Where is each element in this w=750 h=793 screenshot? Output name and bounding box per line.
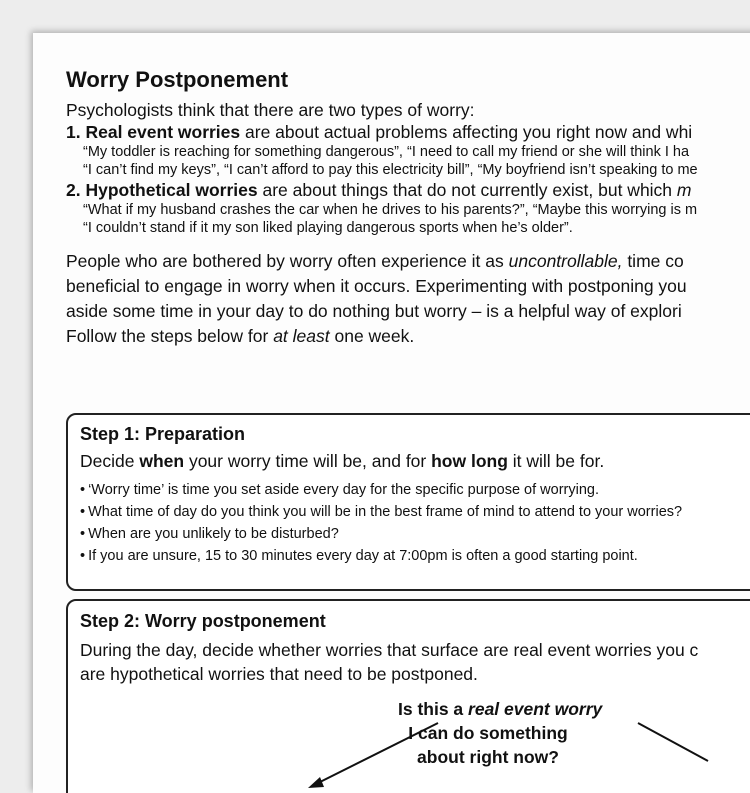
list-item: • ‘Worry time’ is time you set aside every day for the specific purpose of worrying. <box>80 479 750 501</box>
worry-type-2-desc-italic: m <box>676 180 692 200</box>
step-2-box <box>66 599 750 793</box>
question-line-1: Is this a real event worry <box>398 699 603 719</box>
worry-type-2-number: 2. <box>66 180 81 200</box>
step-1-heading: Step 1: Preparation <box>80 424 246 444</box>
worry-type-2 <box>66 179 750 201</box>
question-line-3: about right now? <box>417 747 559 767</box>
worry-type-2-example-1: “What if my husband crashes the car when he drives to his parents?”, “Maybe this worrying is m <box>83 202 698 218</box>
worry-type-2-example-2: “I couldn’t stand if it my son liked playing dangerous sports when he’s older”. <box>83 220 573 236</box>
paragraph-line-3: aside some time in your day to do nothing but worry – is a helpful way of explori <box>66 301 682 321</box>
worksheet-page <box>33 33 750 793</box>
question-line-2: I can do something <box>408 723 568 743</box>
worry-type-1 <box>66 121 750 143</box>
worry-type-1-example-1: “My toddler is reaching for something dangerous”, “I need to call my friend or she will think I ha <box>83 144 690 160</box>
list-item: • What time of day do you think you will be in the best frame of mind to attend to your worries? <box>80 501 750 523</box>
worry-type-2-term: Hypothetical worries <box>85 180 258 200</box>
paragraph-line-1: People who are bothered by worry often experience it as uncontrollable, time co <box>66 251 684 271</box>
worry-type-1-number: 1. <box>66 122 81 142</box>
list-item: • If you are unsure, 15 to 30 minutes every day at 7:00pm is often a good starting point. <box>80 545 750 567</box>
step-2-heading: Step 2: Worry postponement <box>80 611 326 631</box>
worry-type-2-desc: are about things that do not currently exist, but which <box>262 180 677 200</box>
step-2-lead-line-1: During the day, decide whether worries that surface are real event worries you c <box>80 640 699 660</box>
step-1-lead: Decide when your worry time will be, and for how long it will be for. <box>80 451 605 471</box>
explanation-paragraph <box>66 249 750 349</box>
arrow-left-head <box>308 777 324 788</box>
worry-type-1-example-2: “I can’t find my keys”, “I can’t afford to pay this electricity bill”, “My boyfriend isn’t speaking to me <box>83 162 698 178</box>
arrow-right-line <box>638 723 708 761</box>
arrow-left-line <box>316 723 438 784</box>
step-2-lead-line-2: are hypothetical worries that need to be postponed. <box>80 664 478 684</box>
worry-type-1-term: Real event worries <box>85 122 241 142</box>
flowchart-arrows <box>68 601 750 793</box>
worry-type-1-desc: are about actual problems affecting you right now and whi <box>245 122 693 142</box>
worksheet-content <box>66 67 750 767</box>
page-title: Worry Postponement <box>66 67 289 92</box>
paragraph-line-2: beneficial to engage in worry when it occurs. Experimenting with postponing you <box>66 276 687 296</box>
step-1-box <box>66 413 750 591</box>
list-item: • When are you unlikely to be disturbed? <box>80 523 750 545</box>
paragraph-line-4: Follow the steps below for at least one week. <box>66 326 415 346</box>
intro-text: Psychologists think that there are two types of worry: <box>66 100 475 120</box>
step-1-bullet-list <box>80 479 750 567</box>
